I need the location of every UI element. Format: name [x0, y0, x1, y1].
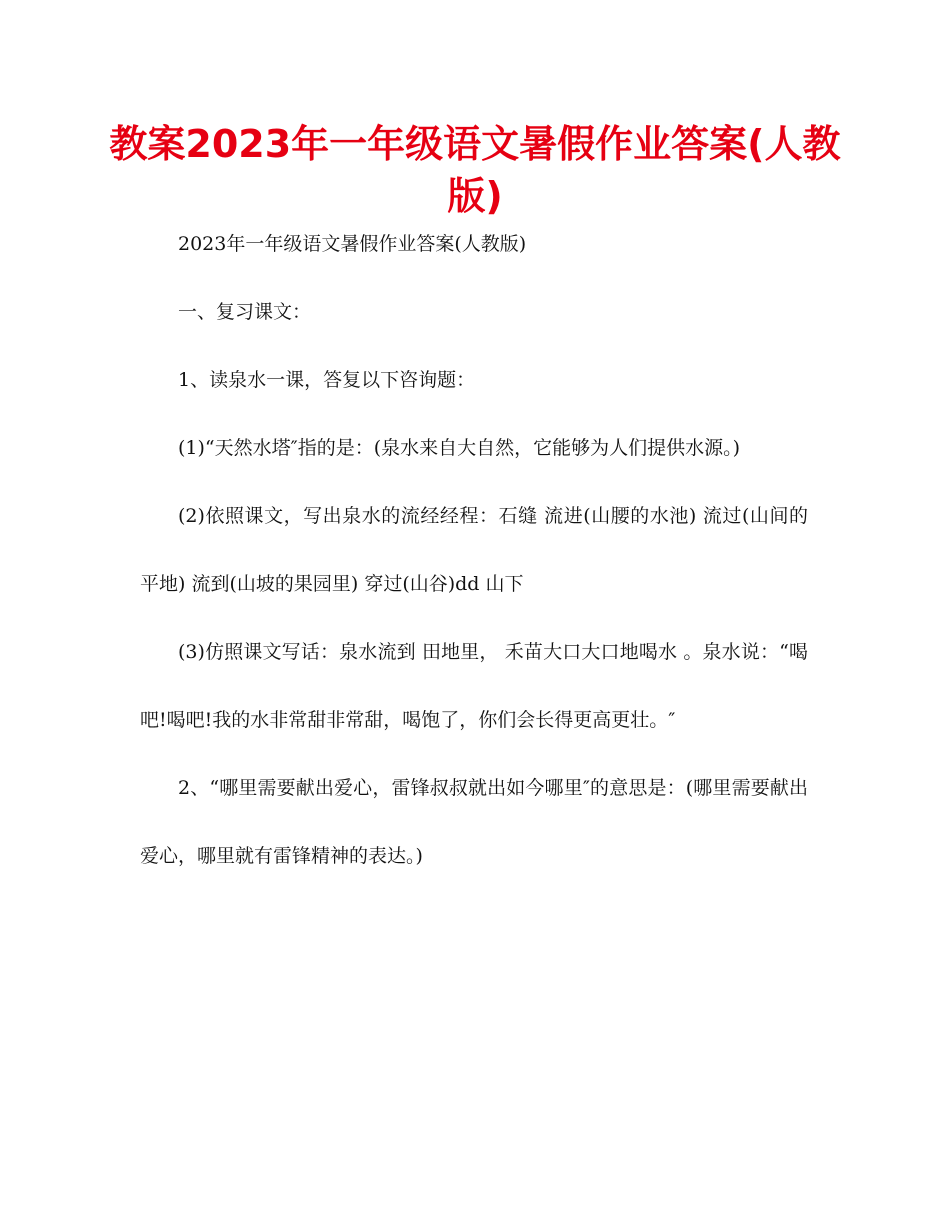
document-title: 教案2023年一年级语文暑假作业答案(人教版): [109, 122, 841, 218]
paragraph-section-review: 一、复习课文：: [178, 301, 312, 323]
paragraph-question-2: 2、“哪里需要献出爱心，雷锋叔叔就出如今哪里″的意思是：(哪里需要献出爱心，哪里就有雷锋精神的表达。): [140, 777, 808, 867]
paragraph-subtitle: 2023年一年级语文暑假作业答案(人教版): [178, 233, 527, 255]
paragraph-answer-1-3: (3)仿照课文写话：泉水流到 田地里， 禾苗大口大口地喝水 。泉水说：“喝吧!喝吧!我的水非常甜非常甜，喝饱了，你们会长得更高更壮。″: [140, 641, 808, 731]
document-body: [140, 210, 808, 890]
paragraph-question-1: 1、读泉水一课，答复以下咨询题：: [178, 369, 476, 391]
paragraph-answer-1-1: (1)“天然水塔″指的是：(泉水来自大自然，它能够为人们提供水源。): [178, 437, 741, 459]
paragraph-answer-1-2: (2)依照课文，写出泉水的流经经程：石缝 流进(山腰的水池) 流过(山间的平地) 流到(山坡的果园里) 穿过(山谷)dd 山下: [140, 505, 808, 595]
